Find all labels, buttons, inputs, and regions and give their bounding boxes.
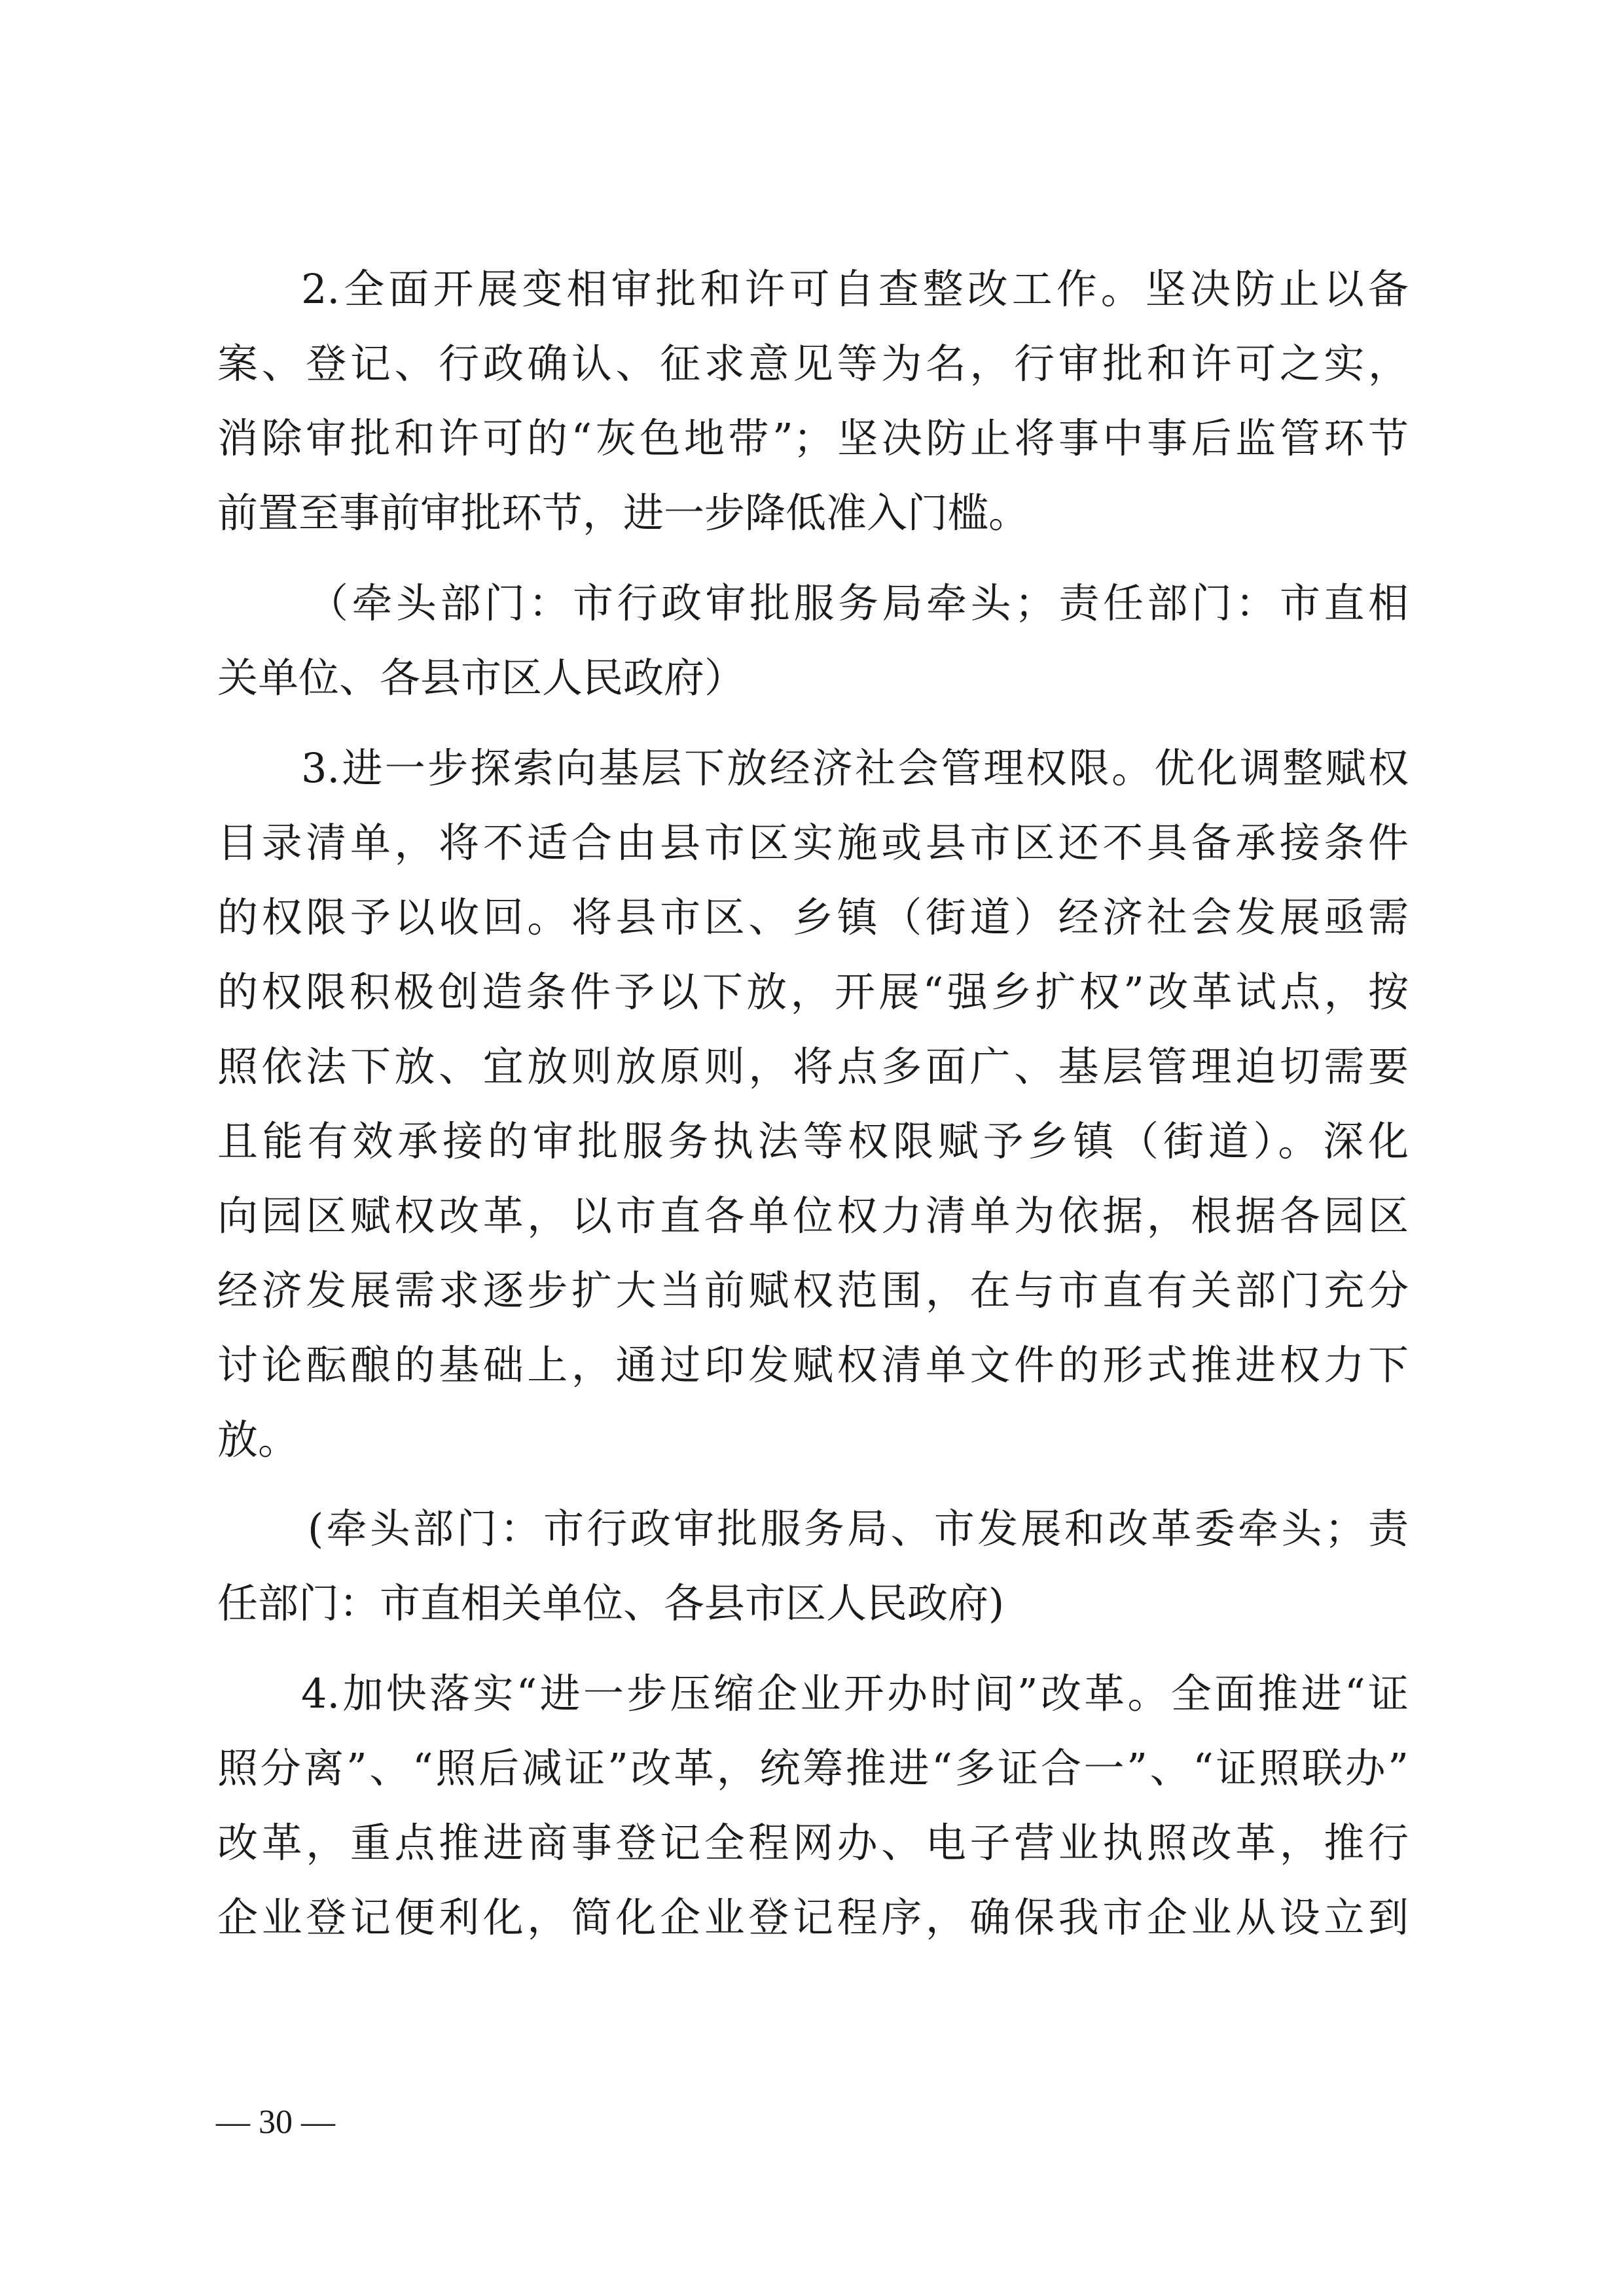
text-line: 关单位、各县市区人民政府）: [217, 654, 746, 702]
text-line: 照依法下放、宜放则放原则，将点多面广、基层管理迫切需要: [217, 1043, 1409, 1090]
text-line: 企业登记便利化，简化企业登记程序，确保我市企业从设立到: [217, 1893, 1409, 1941]
text-line: 的权限积极创造条件予以下放，开展“强乡扩权”改革试点，按: [217, 968, 1409, 1016]
text-line: 2.全面开展变相审批和许可自查整改工作。坚决防止以备: [301, 265, 1409, 313]
text-line: 任部门：市直相关单位、各县市区人民政府): [217, 1579, 1005, 1627]
text-line: 经济发展需求逐步扩大当前赋权范围，在与市直有关部门充分: [217, 1266, 1409, 1314]
text-line: 案、登记、行政确认、征求意见等为名，行审批和许可之实，: [217, 340, 1409, 387]
text-line: （牵头部门：市行政审批服务局牵头；责任部门：市直相: [308, 579, 1409, 627]
text-line: 4.加快落实“进一步压缩企业开办时间”改革。全面推进“证: [301, 1670, 1409, 1717]
text-line: 的权限予以收回。将县市区、乡镇（街道）经济社会发展亟需: [217, 893, 1409, 941]
page-number: — 30 —: [216, 2104, 335, 2141]
text-line: 向园区赋权改革，以市直各单位权力清单为依据，根据各园区: [217, 1192, 1409, 1240]
text-line: 3.进一步探索向基层下放经济社会管理权限。优化调整赋权: [301, 744, 1409, 792]
text-line: 讨论酝酿的基础上，通过印发赋权清单文件的形式推进权力下: [217, 1341, 1409, 1389]
text-line: 照分离”、“照后减证”改革，统筹推进“多证合一”、“证照联办”: [217, 1744, 1409, 1792]
text-line: 且能有效承接的审批服务执法等权限赋予乡镇（街道）。深化: [217, 1117, 1409, 1165]
text-line: 放。: [217, 1416, 299, 1463]
text-line: (牵头部门：市行政审批服务局、市发展和改革委牵头；责: [308, 1505, 1409, 1552]
text-line: 改革，重点推进商事登记全程网办、电子营业执照改革，推行: [217, 1819, 1409, 1867]
text-line: 目录清单，将不适合由县市区实施或县市区还不具备承接条件: [217, 819, 1409, 867]
text-line: 前置至事前审批环节，进一步降低准入门槛。: [217, 489, 1030, 537]
text-line: 消除审批和许可的“灰色地带”；坚决防止将事中事后监管环节: [217, 414, 1409, 462]
